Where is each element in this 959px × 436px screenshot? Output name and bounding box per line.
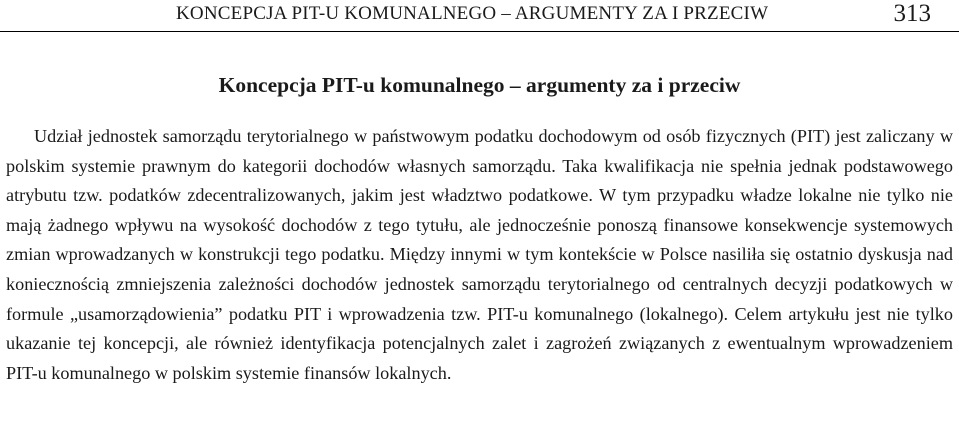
running-header	[0, 0, 959, 36]
abstract-paragraph: Udział jednostek samorządu terytorialnego w państwowym podatku dochodowym od osób fizycznych (PIT) jest zaliczany w polskim systemie prawnym do kategorii dochodów własnych samorządu. Taka kwalifikacja nie spełnia jednak podstawowego atrybutu tzw. podatków zdecentralizowanych, jakim jest władztwo podatkowe. W tym przypadku władze lokalne nie tylko nie mają żadnego wpływu na wysokość dochodów z tego tytułu, ale jednocześnie ponoszą finansowe konsekwencje systemowych zmian wprowadzanych w konstrukcji tego podatku. Między innymi w tym kontekście w Polsce nasiliła się ostatnio dyskusja nad koniecznością zmniejszenia zależności dochodów jednostek samorządu terytorialnego od centralnych decyzji podatkowych w formule „usamorządowienia” podatku PIT i wprowadzenia tzw. PIT-u komunalnego (lokalnego). Celem artykułu jest nie tylko ukazanie tej koncepcji, ale również identyfikacja potencjalnych zalet i zagrożeń związanych z ewentualnym wprowadzeniem PIT-u komunalnego w polskim systemie finansów lokalnych.	[6, 126, 953, 383]
page-number: 313	[893, 0, 931, 27]
running-title: KONCEPCJA PIT-U KOMUNALNEGO – ARGUMENTY ZA I PRZECIW	[176, 3, 769, 24]
article-title: Koncepcja PIT-u komunalnego – argumenty za i przeciw	[218, 73, 741, 97]
header-rule	[0, 31, 959, 32]
